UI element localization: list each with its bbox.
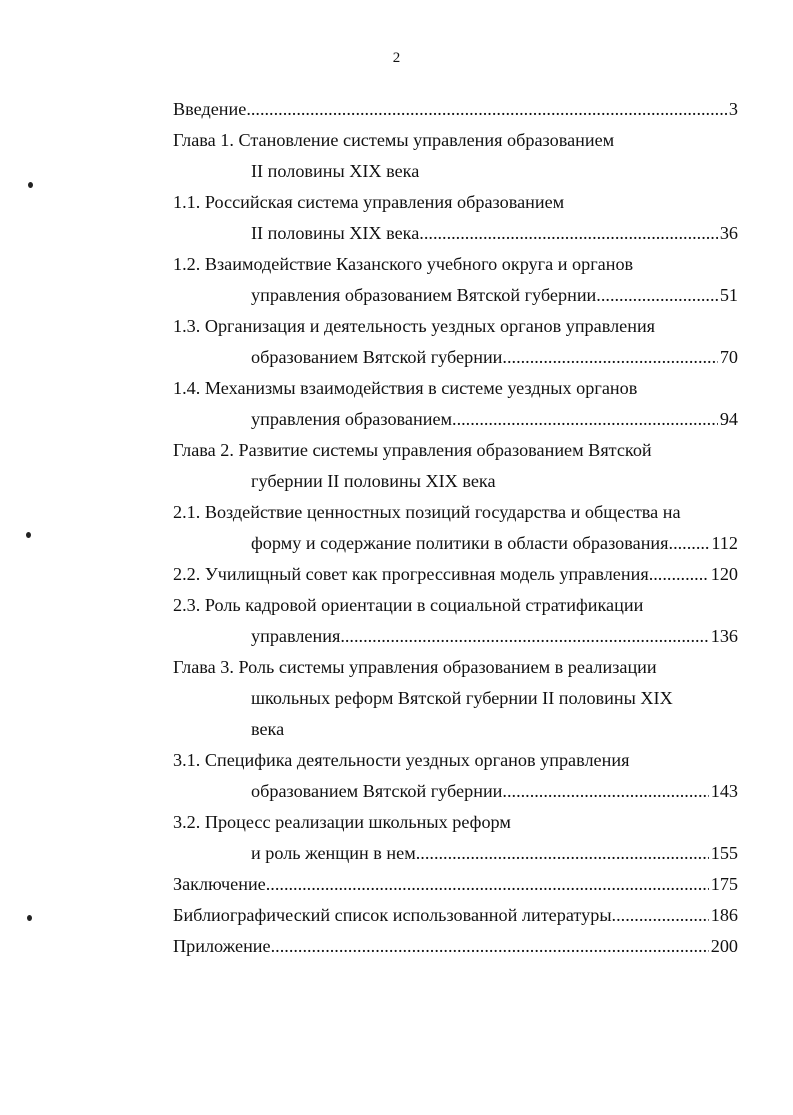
- toc-entry-text: 3.2. Процесс реализации школьных реформ: [173, 812, 511, 832]
- toc-entry: [173, 869, 738, 900]
- toc-entry-text: Глава 2. Развитие системы управления образованием Вятской: [173, 440, 652, 460]
- toc-entry-continuation: [173, 776, 738, 807]
- toc-leader-dots: [452, 404, 718, 435]
- toc-entry-continuation: [173, 621, 738, 652]
- toc-entry: [173, 900, 738, 931]
- toc-leader-dots: [649, 559, 709, 590]
- toc-page-number: 70: [719, 347, 738, 367]
- toc-entry-text: II половины XIX века: [251, 161, 420, 181]
- scan-mark: [26, 532, 31, 538]
- toc-leader-dots: [419, 218, 718, 249]
- toc-entry-title: [173, 807, 738, 838]
- toc-entry: [173, 807, 738, 869]
- toc-entry-title: [173, 745, 738, 776]
- toc-entry-text: образованием Вятской губернии: [251, 781, 503, 801]
- toc-leader-dots: [340, 621, 708, 652]
- toc-entry: [173, 931, 738, 962]
- toc-page-number: 51: [719, 285, 738, 305]
- toc-leader-dots: [502, 342, 717, 373]
- toc-page-number: 3: [728, 99, 738, 119]
- toc-leader-dots: [266, 869, 709, 900]
- toc-entry-title: [173, 187, 738, 218]
- toc-entry-continuation: [173, 280, 738, 311]
- toc-entry-text: и роль женщин в нем: [251, 843, 416, 863]
- toc-entry-text: школьных реформ Вятской губернии II половины XIX: [251, 688, 673, 708]
- toc-entry-text: 1.4. Механизмы взаимодействия в системе уездных органов: [173, 378, 638, 398]
- toc-entry-text: губернии II половины XIX века: [251, 471, 496, 491]
- toc-entry-text: 3.1. Специфика деятельности уездных органов управления: [173, 750, 630, 770]
- toc-entry-text: Библиографический список использованной литературы: [173, 905, 612, 925]
- toc-entry: [173, 94, 738, 125]
- toc-leader-dots: [416, 838, 709, 869]
- table-of-contents: [173, 94, 738, 962]
- toc-entry-text: 2.1. Воздействие ценностных позиций государства и общества на: [173, 502, 681, 522]
- toc-entry-text: Глава 3. Роль системы управления образованием в реализации: [173, 657, 657, 677]
- toc-leader-dots: [596, 280, 718, 311]
- toc-entry-text: 1.2. Взаимодействие Казанского учебного округа и органов: [173, 254, 634, 274]
- toc-entry: [173, 559, 738, 590]
- toc-entry-continuation: [173, 156, 738, 187]
- toc-entry-title: [173, 900, 738, 931]
- toc-page-number: 186: [710, 905, 738, 925]
- toc-page-number: 136: [710, 626, 738, 646]
- toc-entry-title: [173, 590, 738, 621]
- toc-page-number: 120: [710, 564, 738, 584]
- toc-entry-continuation: [173, 838, 738, 869]
- toc-page-number: 36: [719, 223, 738, 243]
- scan-mark: [27, 915, 32, 921]
- toc-entry-text: 2.2. Училищный совет как прогрессивная модель управления: [173, 564, 649, 584]
- toc-entry: [173, 435, 738, 497]
- toc-entry-continuation: [173, 528, 738, 559]
- toc-entry-title: [173, 373, 738, 404]
- toc-leader-dots: [271, 931, 709, 962]
- toc-entry-title: [173, 435, 738, 466]
- toc-page-number: 155: [710, 843, 738, 863]
- toc-entry-title: [173, 94, 738, 125]
- toc-entry: [173, 187, 738, 249]
- toc-entry-text: Заключение: [173, 874, 266, 894]
- toc-entry-text: II половины XIX века: [251, 223, 420, 243]
- toc-entry: [173, 249, 738, 311]
- toc-entry-title: [173, 497, 738, 528]
- toc-entry-title: [173, 869, 738, 900]
- toc-page-number: 112: [711, 533, 738, 553]
- toc-entry: [173, 311, 738, 373]
- toc-entry-text: Приложение: [173, 936, 271, 956]
- toc-entry: [173, 590, 738, 652]
- toc-entry-text: образованием Вятской губернии: [251, 347, 503, 367]
- toc-entry-title: [173, 311, 738, 342]
- toc-entry: [173, 652, 738, 745]
- toc-entry-title: [173, 652, 738, 683]
- toc-entry-text: 1.1. Российская система управления образованием: [173, 192, 565, 212]
- toc-entry-text: века: [251, 719, 285, 739]
- toc-entry: [173, 125, 738, 187]
- toc-entry-continuation: [173, 466, 738, 497]
- toc-page-number: 143: [710, 781, 738, 801]
- toc-entry-title: [173, 249, 738, 280]
- toc-entry-continuation: [173, 218, 738, 249]
- toc-leader-dots: [612, 900, 709, 931]
- toc-page-number: 94: [719, 409, 738, 429]
- toc-entry-text: управления: [251, 626, 341, 646]
- toc-entry-text: 1.3. Организация и деятельность уездных органов управления: [173, 316, 656, 336]
- toc-entry-text: 2.3. Роль кадровой ориентации в социальной стратификации: [173, 595, 644, 615]
- scan-mark: [28, 182, 33, 188]
- toc-entry-title: [173, 559, 738, 590]
- toc-page-number: 175: [710, 874, 738, 894]
- toc-leader-dots: [246, 94, 727, 125]
- page-number: 2: [392, 50, 401, 66]
- toc-entry-text: управления образованием: [251, 409, 453, 429]
- toc-entry-title: [173, 931, 738, 962]
- toc-entry-continuation: [173, 714, 738, 745]
- toc-entry-title: [173, 125, 738, 156]
- toc-entry-text: Глава 1. Становление системы управления образованием: [173, 130, 615, 150]
- toc-leader-dots: [502, 776, 708, 807]
- toc-entry-text: форму и содержание политики в области образования: [251, 533, 669, 553]
- toc-entry-continuation: [173, 342, 738, 373]
- toc-entry-text: Введение: [173, 99, 247, 119]
- toc-entry-continuation: [173, 683, 738, 714]
- toc-page-number: 200: [710, 936, 738, 956]
- toc-entry: [173, 497, 738, 559]
- toc-entry: [173, 745, 738, 807]
- toc-entry: [173, 373, 738, 435]
- toc-entry-text: управления образованием Вятской губернии: [251, 285, 597, 305]
- toc-entry-continuation: [173, 404, 738, 435]
- toc-leader-dots: [669, 528, 710, 559]
